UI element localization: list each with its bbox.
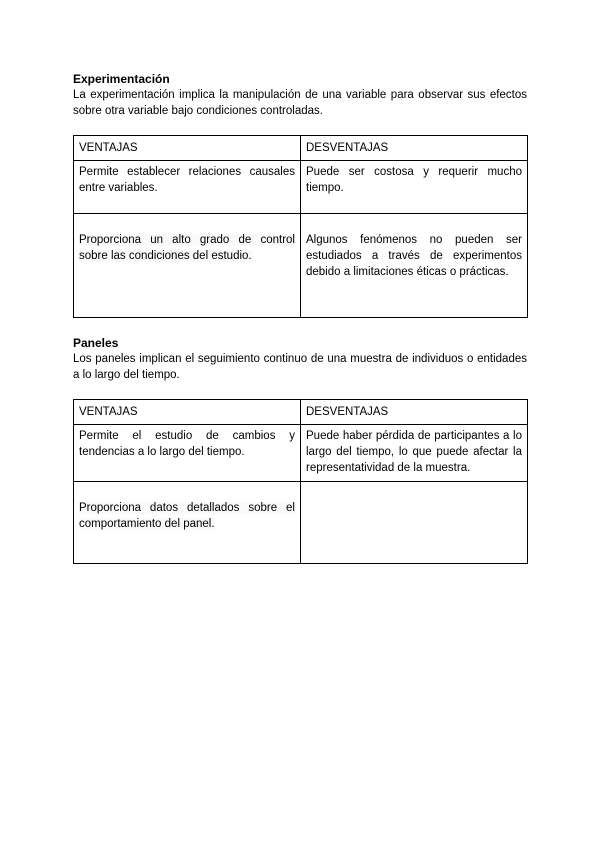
comparison-table xyxy=(73,399,528,564)
document-page xyxy=(73,72,527,564)
cell-text: Puede haber pérdida de participantes a lo largo del tiempo, lo que puede afectar la representatividad de la muestra. xyxy=(306,430,522,474)
table-cell-desventaja xyxy=(301,161,528,214)
table-cell-desventaja xyxy=(301,425,528,482)
table-row xyxy=(74,425,528,482)
cell-text: Algunos fenómenos no pueden ser estudiados a través de experimentos debido a limitaciones éticas o prácticas. xyxy=(306,234,522,278)
cell-text: Permite el estudio de cambios y tendencias a lo largo del tiempo. xyxy=(79,430,295,458)
table-cell-ventaja xyxy=(74,214,301,318)
cell-text: Proporciona datos detallados sobre el comportamiento del panel. xyxy=(79,502,295,530)
section-description: Los paneles implican el seguimiento continuo de una muestra de individuos o entidades a lo largo del tiempo. xyxy=(73,353,527,381)
section-title: Paneles xyxy=(73,336,119,350)
header-ventajas: VENTAJAS xyxy=(74,136,301,161)
cell-text: Proporciona un alto grado de control sobre las condiciones del estudio. xyxy=(79,234,295,262)
table-cell-ventaja xyxy=(74,161,301,214)
table-header-row xyxy=(74,136,528,161)
comparison-table xyxy=(73,135,528,318)
header-desventajas: DESVENTAJAS xyxy=(301,136,528,161)
table-row xyxy=(74,214,528,318)
table-header-row xyxy=(74,400,528,425)
section-paneles xyxy=(73,336,527,564)
section-title: Experimentación xyxy=(73,72,170,86)
header-ventajas: VENTAJAS xyxy=(74,400,301,425)
table-cell-ventaja xyxy=(74,482,301,564)
table-cell-desventaja-empty xyxy=(301,482,528,564)
table-row xyxy=(74,482,528,564)
header-desventajas: DESVENTAJAS xyxy=(301,400,528,425)
table-cell-desventaja xyxy=(301,214,528,318)
cell-text: Permite establecer relaciones causales entre variables. xyxy=(79,166,295,194)
section-description: La experimentación implica la manipulación de una variable para observar sus efectos sobre otra variable bajo condiciones controladas. xyxy=(73,89,527,117)
table-row xyxy=(74,161,528,214)
section-experimentacion xyxy=(73,72,527,318)
table-cell-ventaja xyxy=(74,425,301,482)
cell-text: Puede ser costosa y requerir mucho tiempo. xyxy=(306,166,522,194)
